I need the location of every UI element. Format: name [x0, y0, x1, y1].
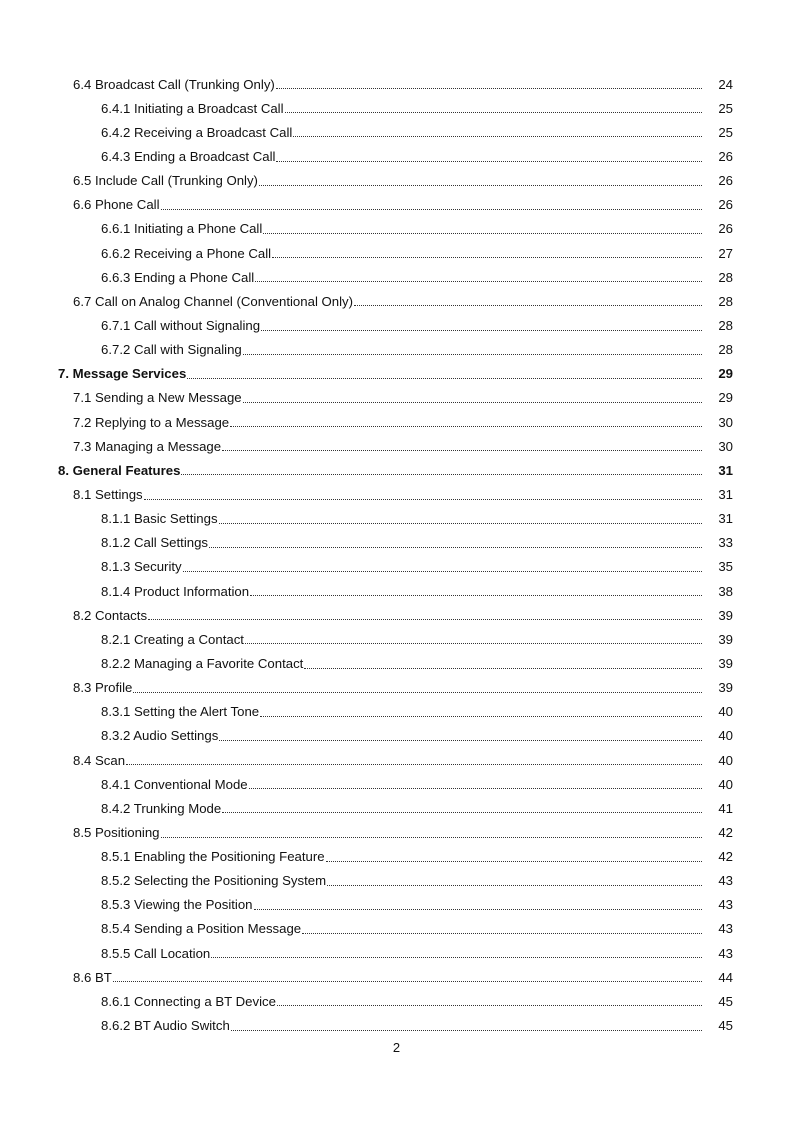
toc-entry-title: 8.4.2 Trunking Mode: [101, 800, 222, 816]
toc-entry-title: 8.1.1 Basic Settings: [101, 511, 218, 527]
toc-entry-title: 6.6.3 Ending a Phone Call: [101, 269, 255, 285]
toc-entry[interactable]: [0, 96, 793, 120]
toc-entry-page: 39: [718, 631, 733, 647]
toc-entry-title: 6.4.3 Ending a Broadcast Call: [101, 148, 276, 164]
toc-entry-page: 30: [718, 414, 733, 430]
toc-entry-title: 8.2.2 Managing a Favorite Contact: [101, 655, 304, 671]
dot-leader: [302, 925, 702, 934]
toc-entry-title: 8.3 Profile: [73, 680, 133, 696]
toc-entry[interactable]: [0, 820, 793, 844]
toc-entry[interactable]: [0, 917, 793, 941]
toc-entry-page: 29: [718, 366, 733, 382]
toc-entry[interactable]: [0, 169, 793, 193]
dot-leader: [148, 611, 702, 620]
dot-leader: [219, 515, 702, 524]
table-of-contents: [0, 72, 793, 1038]
dot-leader: [304, 660, 702, 669]
toc-entry-page: 38: [718, 583, 733, 599]
toc-entry-title: 8.5.2 Selecting the Positioning System: [101, 873, 327, 889]
dot-leader: [276, 153, 702, 162]
toc-entry-title: 8.2.1 Creating a Contact: [101, 631, 244, 647]
toc-entry-title: 6.7.1 Call without Signaling: [101, 317, 261, 333]
toc-entry-title: 8.5 Positioning: [73, 824, 160, 840]
toc-entry-title: 8.6.2 BT Audio Switch: [101, 1018, 230, 1034]
toc-entry[interactable]: [0, 362, 793, 386]
toc-entry[interactable]: [0, 241, 793, 265]
dot-leader: [211, 949, 702, 958]
toc-entry[interactable]: [0, 796, 793, 820]
toc-entry-page: 35: [718, 559, 733, 575]
toc-entry[interactable]: [0, 507, 793, 531]
dot-leader: [243, 394, 702, 403]
toc-entry[interactable]: [0, 434, 793, 458]
dot-leader: [161, 829, 702, 838]
toc-entry[interactable]: [0, 531, 793, 555]
toc-entry-title: 8.4 Scan: [73, 752, 126, 768]
dot-leader: [209, 539, 702, 548]
toc-entry-title: 6.6.2 Receiving a Phone Call: [101, 245, 272, 261]
toc-entry-page: 26: [718, 148, 733, 164]
dot-leader: [254, 901, 702, 910]
dot-leader: [293, 128, 702, 137]
toc-entry[interactable]: [0, 748, 793, 772]
toc-entry[interactable]: [0, 313, 793, 337]
dot-leader: [354, 297, 702, 306]
toc-entry-page: 29: [718, 390, 733, 406]
toc-entry-page: 28: [718, 293, 733, 309]
toc-entry-title: 8.5.4 Sending a Position Message: [101, 921, 302, 937]
dot-leader: [255, 273, 702, 282]
toc-entry-title: 8.2 Contacts: [73, 607, 148, 623]
toc-entry[interactable]: [0, 72, 793, 96]
toc-entry[interactable]: [0, 193, 793, 217]
toc-entry-page: 45: [718, 1018, 733, 1034]
toc-entry-page: 44: [718, 969, 733, 985]
dot-leader: [263, 225, 702, 234]
toc-entry[interactable]: [0, 386, 793, 410]
toc-entry[interactable]: [0, 893, 793, 917]
dot-leader: [161, 201, 702, 210]
toc-entry-title: 8. General Features: [58, 462, 181, 478]
toc-entry[interactable]: [0, 869, 793, 893]
toc-entry-page: 39: [718, 655, 733, 671]
dot-leader: [222, 442, 702, 451]
toc-entry[interactable]: [0, 265, 793, 289]
toc-entry-title: 6.4 Broadcast Call (Trunking Only): [73, 76, 275, 92]
toc-entry[interactable]: [0, 941, 793, 965]
toc-entry-title: 8.3.1 Setting the Alert Tone: [101, 704, 260, 720]
dot-leader: [277, 997, 702, 1006]
toc-entry-page: 40: [718, 752, 733, 768]
toc-entry-page: 45: [718, 993, 733, 1009]
toc-entry-page: 39: [718, 607, 733, 623]
toc-entry-title: 6.5 Include Call (Trunking Only): [73, 173, 258, 189]
toc-entry-page: 39: [718, 680, 733, 696]
toc-entry-title: 8.6 BT: [73, 969, 112, 985]
dot-leader: [326, 853, 702, 862]
toc-entry-title: 6.7.2 Call with Signaling: [101, 342, 242, 358]
dot-leader: [231, 1022, 702, 1031]
dot-leader: [285, 104, 702, 113]
toc-entry-title: 7.3 Managing a Message: [73, 438, 222, 454]
toc-entry-page: 28: [718, 269, 733, 285]
toc-entry-page: 24: [718, 76, 733, 92]
toc-entry-page: 25: [718, 124, 733, 140]
toc-entry-page: 43: [718, 897, 733, 913]
toc-entry[interactable]: [0, 555, 793, 579]
toc-entry-page: 30: [718, 438, 733, 454]
toc-entry[interactable]: [0, 217, 793, 241]
toc-entry[interactable]: [0, 989, 793, 1013]
dot-leader: [259, 177, 702, 186]
toc-entry-page: 40: [718, 704, 733, 720]
dot-leader: [181, 466, 702, 475]
toc-entry[interactable]: [0, 410, 793, 434]
dot-leader: [113, 973, 702, 982]
toc-entry-title: 8.6.1 Connecting a BT Device: [101, 993, 276, 1009]
toc-entry-title: 6.6.1 Initiating a Phone Call: [101, 221, 263, 237]
dot-leader: [126, 756, 702, 765]
dot-leader: [183, 563, 702, 572]
toc-entry-page: 42: [718, 849, 733, 865]
toc-entry-page: 41: [718, 800, 733, 816]
toc-entry-title: 6.4.2 Receiving a Broadcast Call: [101, 124, 293, 140]
dot-leader: [222, 804, 702, 813]
toc-entry-title: 7.2 Replying to a Message: [73, 414, 230, 430]
toc-entry[interactable]: [0, 338, 793, 362]
toc-entry[interactable]: [0, 289, 793, 313]
toc-entry-page: 27: [718, 245, 733, 261]
toc-entry-page: 43: [718, 873, 733, 889]
toc-entry[interactable]: [0, 579, 793, 603]
dot-leader: [133, 684, 702, 693]
toc-entry[interactable]: [0, 965, 793, 989]
toc-entry[interactable]: [0, 458, 793, 482]
page-number: 2: [392, 1040, 401, 1055]
toc-entry-title: 6.6 Phone Call: [73, 197, 160, 213]
dot-leader: [250, 587, 702, 596]
toc-entry-page: 40: [718, 728, 733, 744]
toc-entry-title: 6.7 Call on Analog Channel (Conventional Only): [73, 293, 354, 309]
toc-entry[interactable]: [0, 845, 793, 869]
dot-leader: [261, 322, 702, 331]
toc-entry[interactable]: [0, 724, 793, 748]
toc-entry[interactable]: [0, 627, 793, 651]
toc-entry-title: 8.1 Settings: [73, 486, 143, 502]
dot-leader: [272, 249, 702, 258]
toc-entry-title: 8.5.3 Viewing the Position: [101, 897, 253, 913]
toc-entry-page: 31: [718, 462, 733, 478]
toc-entry[interactable]: [0, 144, 793, 168]
toc-entry[interactable]: [0, 651, 793, 675]
dot-leader: [219, 732, 702, 741]
toc-entry-title: 8.1.2 Call Settings: [101, 535, 209, 551]
toc-entry[interactable]: [0, 700, 793, 724]
toc-entry-page: 31: [718, 486, 733, 502]
toc-entry-page: 31: [718, 511, 733, 527]
toc-entry-page: 26: [718, 197, 733, 213]
toc-entry[interactable]: [0, 1013, 793, 1037]
toc-entry-page: 26: [718, 173, 733, 189]
toc-entry-page: 28: [718, 317, 733, 333]
toc-entry-page: 40: [718, 776, 733, 792]
dot-leader: [243, 346, 702, 355]
toc-entry-page: 33: [718, 535, 733, 551]
toc-entry-page: 43: [718, 921, 733, 937]
toc-entry-page: 26: [718, 221, 733, 237]
toc-entry-page: 25: [718, 100, 733, 116]
dot-leader: [276, 80, 702, 89]
dot-leader: [187, 370, 702, 379]
toc-entry-title: 7. Message Services: [58, 366, 187, 382]
toc-entry-title: 8.3.2 Audio Settings: [101, 728, 219, 744]
toc-entry-title: 8.4.1 Conventional Mode: [101, 776, 248, 792]
toc-entry-page: 28: [718, 342, 733, 358]
toc-entry-title: 8.5.5 Call Location: [101, 945, 211, 961]
toc-entry[interactable]: [0, 482, 793, 506]
dot-leader: [249, 780, 702, 789]
toc-entry-title: 8.1.4 Product Information: [101, 583, 250, 599]
toc-entry-page: 43: [718, 945, 733, 961]
dot-leader: [327, 877, 702, 886]
toc-entry[interactable]: [0, 772, 793, 796]
toc-entry-title: 8.1.3 Security: [101, 559, 182, 575]
dot-leader: [144, 491, 702, 500]
toc-entry-page: 42: [718, 824, 733, 840]
toc-entry[interactable]: [0, 676, 793, 700]
toc-entry-title: 7.1 Sending a New Message: [73, 390, 242, 406]
dot-leader: [230, 418, 702, 427]
dot-leader: [260, 708, 702, 717]
toc-entry[interactable]: [0, 603, 793, 627]
dot-leader: [245, 635, 702, 644]
toc-entry[interactable]: [0, 120, 793, 144]
toc-entry-title: 8.5.1 Enabling the Positioning Feature: [101, 849, 325, 865]
toc-entry-title: 6.4.1 Initiating a Broadcast Call: [101, 100, 284, 116]
